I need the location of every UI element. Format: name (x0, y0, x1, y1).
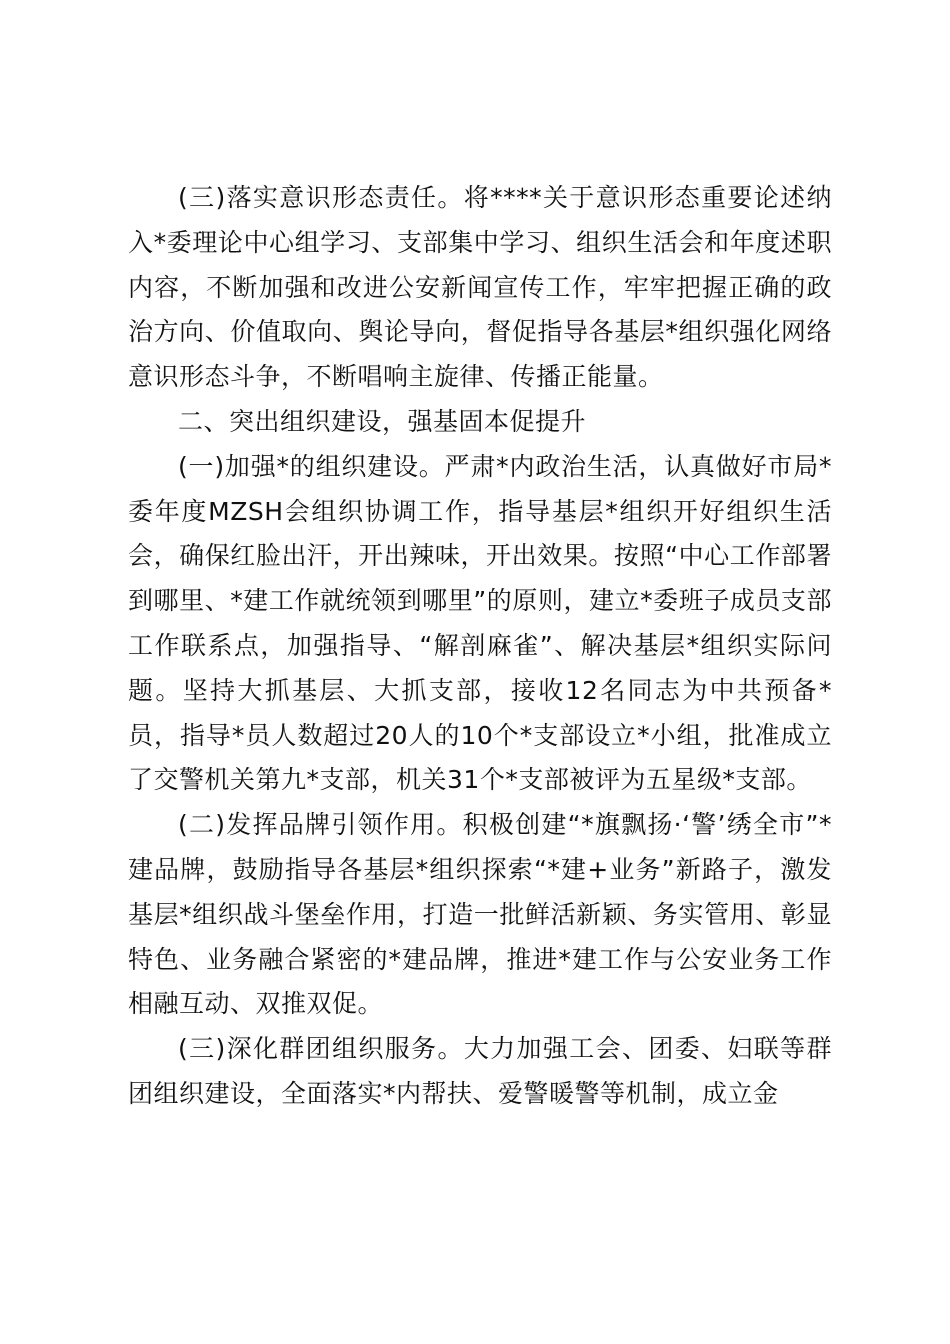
paragraph-mass-organization: (三)深化群团组织服务。大力加强工会、团委、妇联等群团组织建设，全面落实*内帮扶、爱警暖警等机制，成立金 (128, 1034, 832, 1108)
paragraph-brand-leadership: (二)发挥品牌引领作用。积极创建“*旗飘扬·‘警’绣全市”*建品牌，鼓励指导各基层*组织探索“*建+业务”新路子，激发基层*组织战斗堡垒作用，打造一批鲜活新颖、务实管用、彰显特色、业务融合紧密的*建品牌，推进*建工作与公安业务工作相融互动、双推双促。 (128, 810, 832, 1019)
section-heading-organization: 二、突出组织建设，强基固本促提升 (178, 406, 587, 436)
paragraph-ideology-responsibility: (三)落实意识形态责任。将****关于意识形态重要论述纳入*委理论中心组学习、支部集中学习、组织生活会和年度述职内容，不断加强和改进公安新闻宣传工作，牢牢把握正确的政治方向、价值取向、舆论导向，督促指导各基层*组织强化网络意识形态斗争，不断唱响主旋律、传播正能量。 (128, 183, 832, 392)
paragraph-organization-building: (一)加强*的组织建设。严肃*内政治生活，认真做好市局*委年度MZSH会组织协调工作，指导基层*组织开好组织生活会，确保红脸出汗，开出辣味，开出效果。按照“中心工作部署到哪里、*建工作就统领到哪里”的原则，建立*委班子成员支部工作联系点，加强指导、“解剖麻雀”、解决基层*组织实际问题。坚持大抓基层、大抓支部，接收12名同志为中共预备*员，指导*员人数超过20人的10个*支部设立*小组，批准成立了交警机关第九*支部，机关31个*支部被评为五星级*支部。 (128, 451, 832, 795)
document-body (128, 176, 832, 1117)
